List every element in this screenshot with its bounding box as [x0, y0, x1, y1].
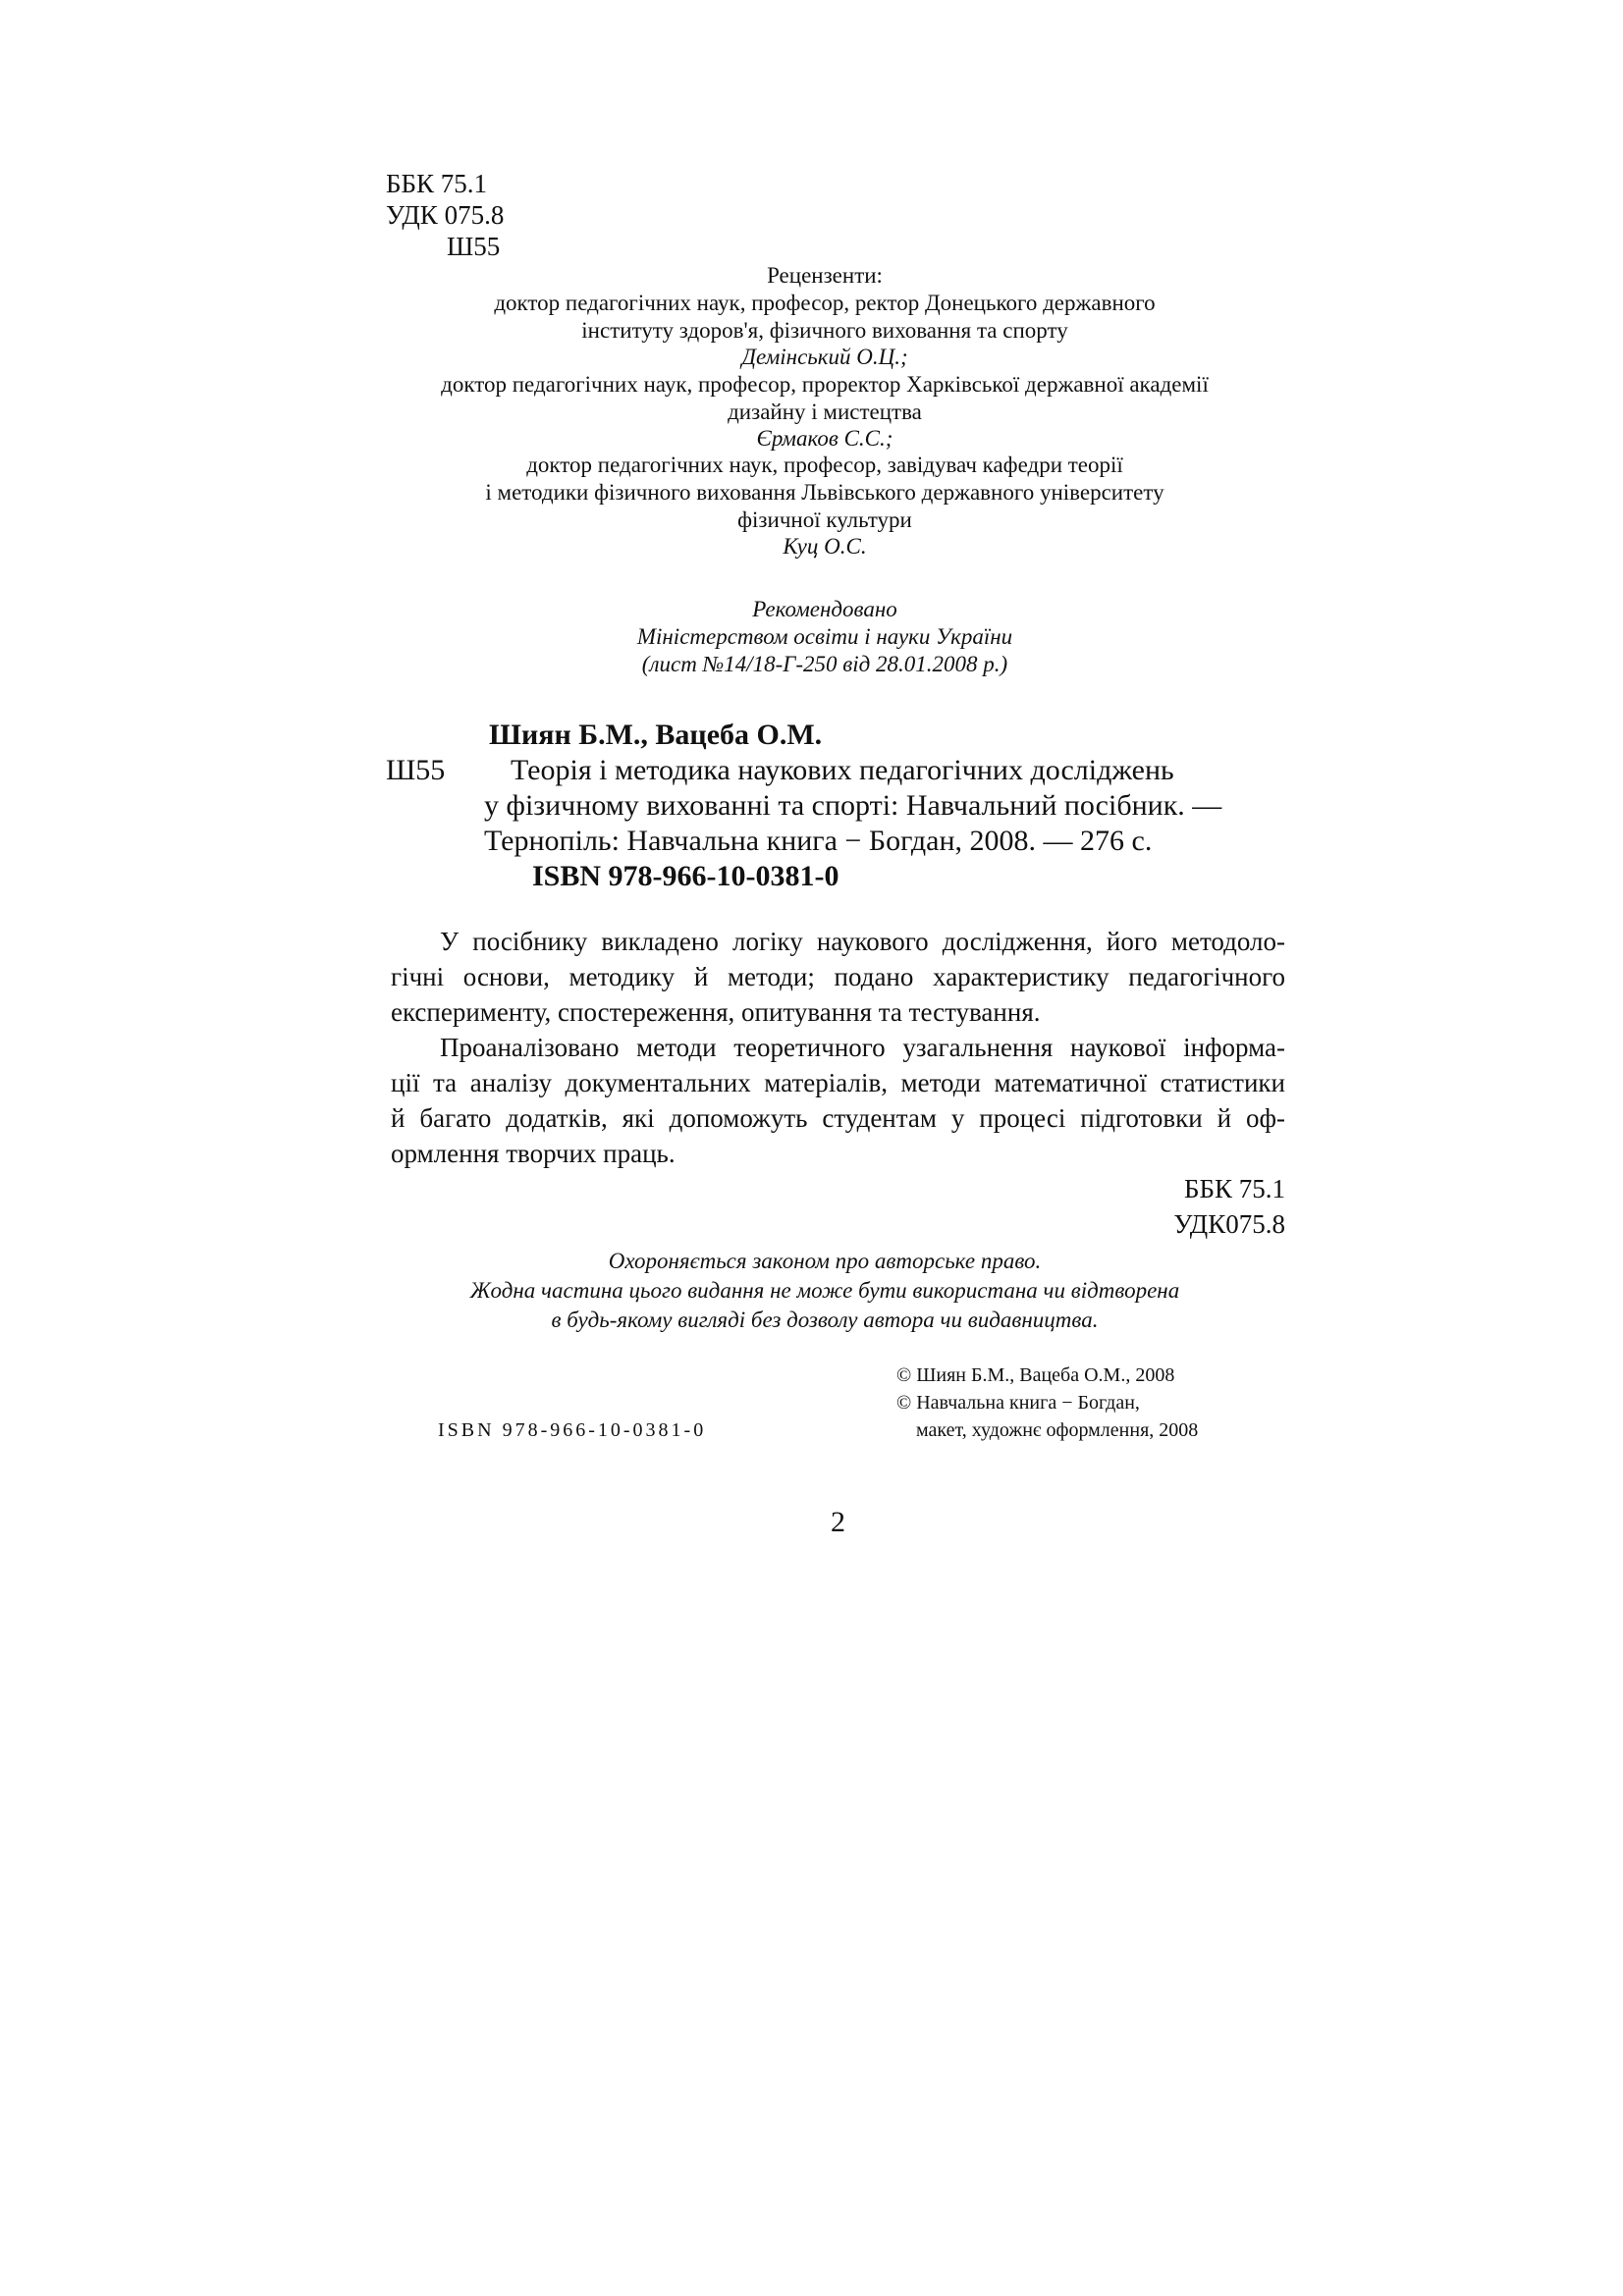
footer-bbk: ББК 75.1: [1183, 1174, 1285, 1203]
reviewer-line: дизайну і мистецтва: [728, 400, 922, 424]
recommendation-line: Рекомендовано: [752, 597, 897, 621]
abstract-line: ції та аналізу документальних матеріалів, методи математичної статистики: [391, 1068, 1285, 1097]
recommendation-line: (лист №14/18-Г-250 від 28.01.2008 р.): [641, 652, 1008, 676]
copyright-notice-line: Охороняється законом про авторське право.: [608, 1249, 1042, 1273]
reviewer-line: фізичної культури: [737, 507, 912, 532]
reviewers-heading: Рецензенти:: [767, 263, 883, 288]
copyright-line: © Навчальна книга − Богдан,: [896, 1392, 1140, 1414]
reviewer-line: і методики фізичного виховання Львівського державного університету: [485, 480, 1164, 505]
reviewer-name: Єрмаков С.С.;: [756, 426, 893, 451]
bib-title-line: у фізичному вихованні та спорті: Навчальний посібник. —: [484, 789, 1222, 822]
copyright-notice-line: в будь-якому вигляді без дозволу автора чи видавництва.: [551, 1308, 1099, 1332]
abstract-line: експерименту, спостереження, опитування та тестування.: [391, 997, 1041, 1027]
author-mark: Ш55: [447, 232, 501, 261]
recommendation-line: Міністерством освіти і науки України: [636, 624, 1013, 649]
authors: Шиян Б.М., Вацеба О.М.: [489, 719, 823, 751]
reviewer-line: доктор педагогічних наук, професор, ректор Донецького державного: [494, 291, 1156, 315]
bib-publisher-line: Тернопіль: Навчальна книга − Богдан, 2008. — 276 с.: [484, 825, 1153, 857]
udk-code: УДК 075.8: [386, 200, 505, 230]
isbn-footer: ISBN 978-966-10-0381-0: [438, 1419, 707, 1441]
page-number: 2: [831, 1506, 845, 1538]
reviewer-name: Куц О.С.: [783, 534, 867, 559]
copyright-line: © Шиян Б.М., Вацеба О.М., 2008: [896, 1364, 1175, 1386]
bib-title-line: Теорія і методика наукових педагогічних досліджень: [511, 754, 1174, 786]
abstract-line: У посібнику викладено логіку наукового дослідження, його методоло-: [440, 927, 1285, 956]
reviewer-line: доктор педагогічних наук, професор, проректор Харківської державної академії: [441, 372, 1209, 397]
bib-isbn: ISBN 978-966-10-0381-0: [532, 860, 839, 892]
reviewer-name: Демінський О.Ц.;: [741, 345, 908, 369]
abstract-line: ормлення творчих праць.: [391, 1139, 676, 1168]
abstract-line: й багато додатків, які допоможуть студентам у процесі підготовки й оф-: [391, 1103, 1285, 1133]
bbk-code: ББК 75.1: [386, 169, 488, 198]
footer-udk: УДК075.8: [1173, 1209, 1285, 1239]
copyright-notice-line: Жодна частина цього видання не може бути використана чи відтворена: [469, 1278, 1180, 1303]
copyright-line: макет, художнє оформлення, 2008: [916, 1419, 1199, 1441]
reviewer-line: інституту здоров'я, фізичного виховання та спорту: [581, 318, 1068, 343]
reviewer-line: доктор педагогічних наук, професор, завідувач кафедри теорії: [526, 453, 1123, 477]
abstract-line: гічні основи, методику й методи; подано характеристику педагогічного: [391, 962, 1285, 991]
abstract-line: Проаналізовано методи теоретичного узагальнення наукової інформа-: [440, 1033, 1285, 1062]
bib-author-mark: Ш55: [386, 754, 446, 786]
